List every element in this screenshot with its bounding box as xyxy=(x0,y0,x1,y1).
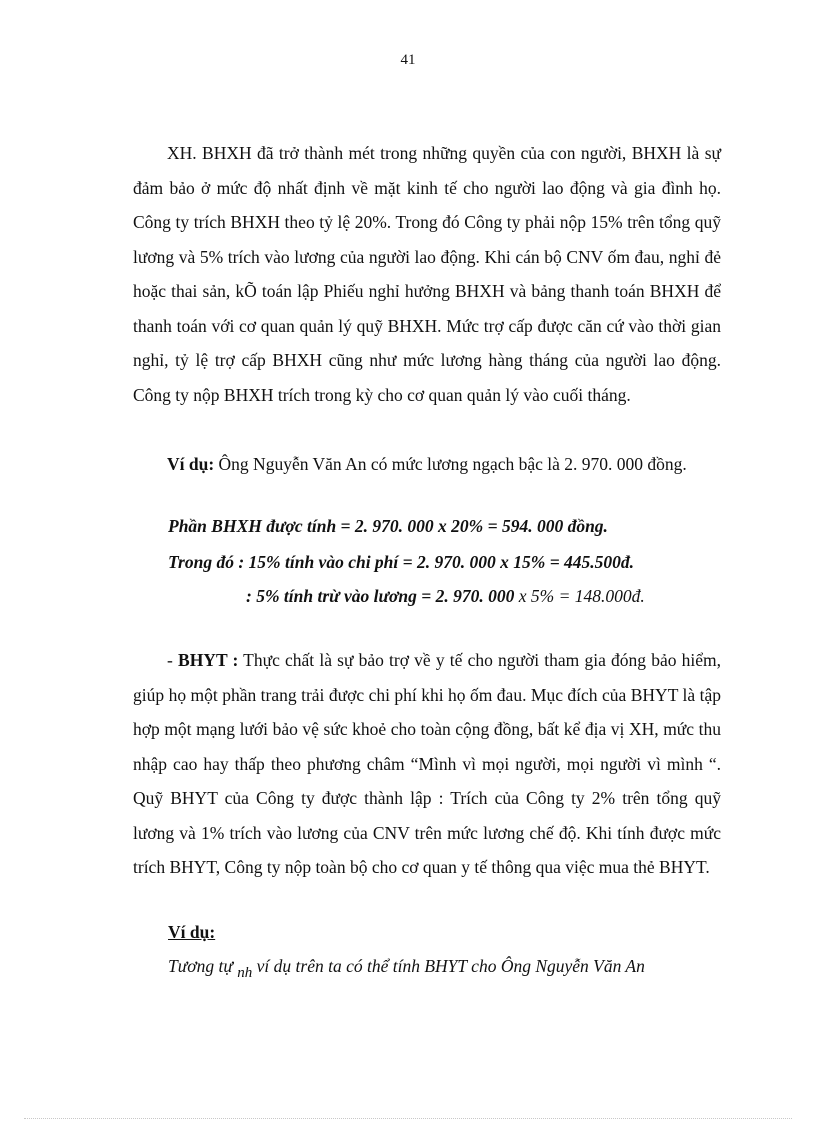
bhyt-label: BHYT : xyxy=(178,650,239,670)
paragraph-bhyt xyxy=(133,643,721,885)
bhyt-prefix: - xyxy=(167,650,179,670)
example-bhxh-line xyxy=(133,447,721,482)
example-bhyt-label: Ví dụ: xyxy=(168,922,216,942)
formula-bhxh-total: Phần BHXH được tính = 2. 970. 000 x 20% = 594. 000 đồng. xyxy=(168,516,608,536)
example-bhyt-note xyxy=(168,956,645,982)
note-part2: ví dụ trên ta có thể tính BHYT cho Ông Nguyễn Văn An xyxy=(252,956,645,976)
paragraph-bhxh xyxy=(133,136,721,412)
paragraph-bhyt-text xyxy=(133,643,721,885)
example-bhxh xyxy=(133,447,721,482)
example-label: Ví dụ: xyxy=(167,454,215,474)
example-text: Ông Nguyễn Văn An có mức lương ngạch bậc là 2. 970. 000 đồng. xyxy=(214,454,687,474)
note-sub: nh xyxy=(237,965,253,981)
formula-bhxh-expense: Trong đó : 15% tính vào chi phí = 2. 970. 000 x 15% = 445.500đ. xyxy=(168,552,635,572)
formula-bhxh-salary-bold: : 5% tính trừ vào lương = 2. 970. 000 xyxy=(246,586,515,606)
page-number: 41 xyxy=(400,52,416,68)
formula-bhxh-salary-rest: x 5% = 148.000đ. xyxy=(514,586,645,606)
bhyt-text: Thực chất là sự bảo trợ về y tế cho người tham gia đóng bảo hiểm, giúp họ một phần trang trải được chi phí khi họ ốm đau. Mục đích của BHYT là tập hợp một mạng lưới bảo vệ sức khoẻ cho toàn cộng đồng, bất kể địa vị XH, mức thu nhập cao hay thấp theo phương châm “Mình vì mọi người, mọi người vì mình “. Quỹ BHYT của Công ty được thành lập : Trích của Công ty 2% trên tổng quỹ lương và 1% trích vào lương của CNV trên mức lương chế độ. Khi tính được mức trích BHYT, Công ty nộp toàn bộ cho cơ quan y tế thông qua việc mua thẻ BHYT. xyxy=(133,650,722,877)
formula-bhxh-salary xyxy=(246,586,645,607)
note-part1: Tương tự xyxy=(168,956,238,976)
paragraph-bhxh-text: XH. BHXH đã trở thành mét trong những quyền của con người, BHXH là sự đảm bảo ở mức độ nhất định về mặt kinh tế cho người lao động và gia đình họ. Công ty trích BHXH theo tỷ lệ 20%. Trong đó Công ty phải nộp 15% trên tổng quỹ lương và 5% trích vào lương của người lao động. Khi cán bộ CNV ốm đau, nghỉ đẻ hoặc thai sản, kÕ toán lập Phiếu nghỉ hưởng BHXH và bảng thanh toán BHXH để thanh toán với cơ quan quản lý quỹ BHXH. Mức trợ cấp được căn cứ vào thời gian nghỉ, tỷ lệ trợ cấp BHXH cũng như mức lương hàng tháng của người lao động. Công ty nộp BHXH trích trong kỳ cho cơ quan quản lý vào cuối tháng. xyxy=(133,143,721,405)
footer-divider xyxy=(24,1118,792,1119)
